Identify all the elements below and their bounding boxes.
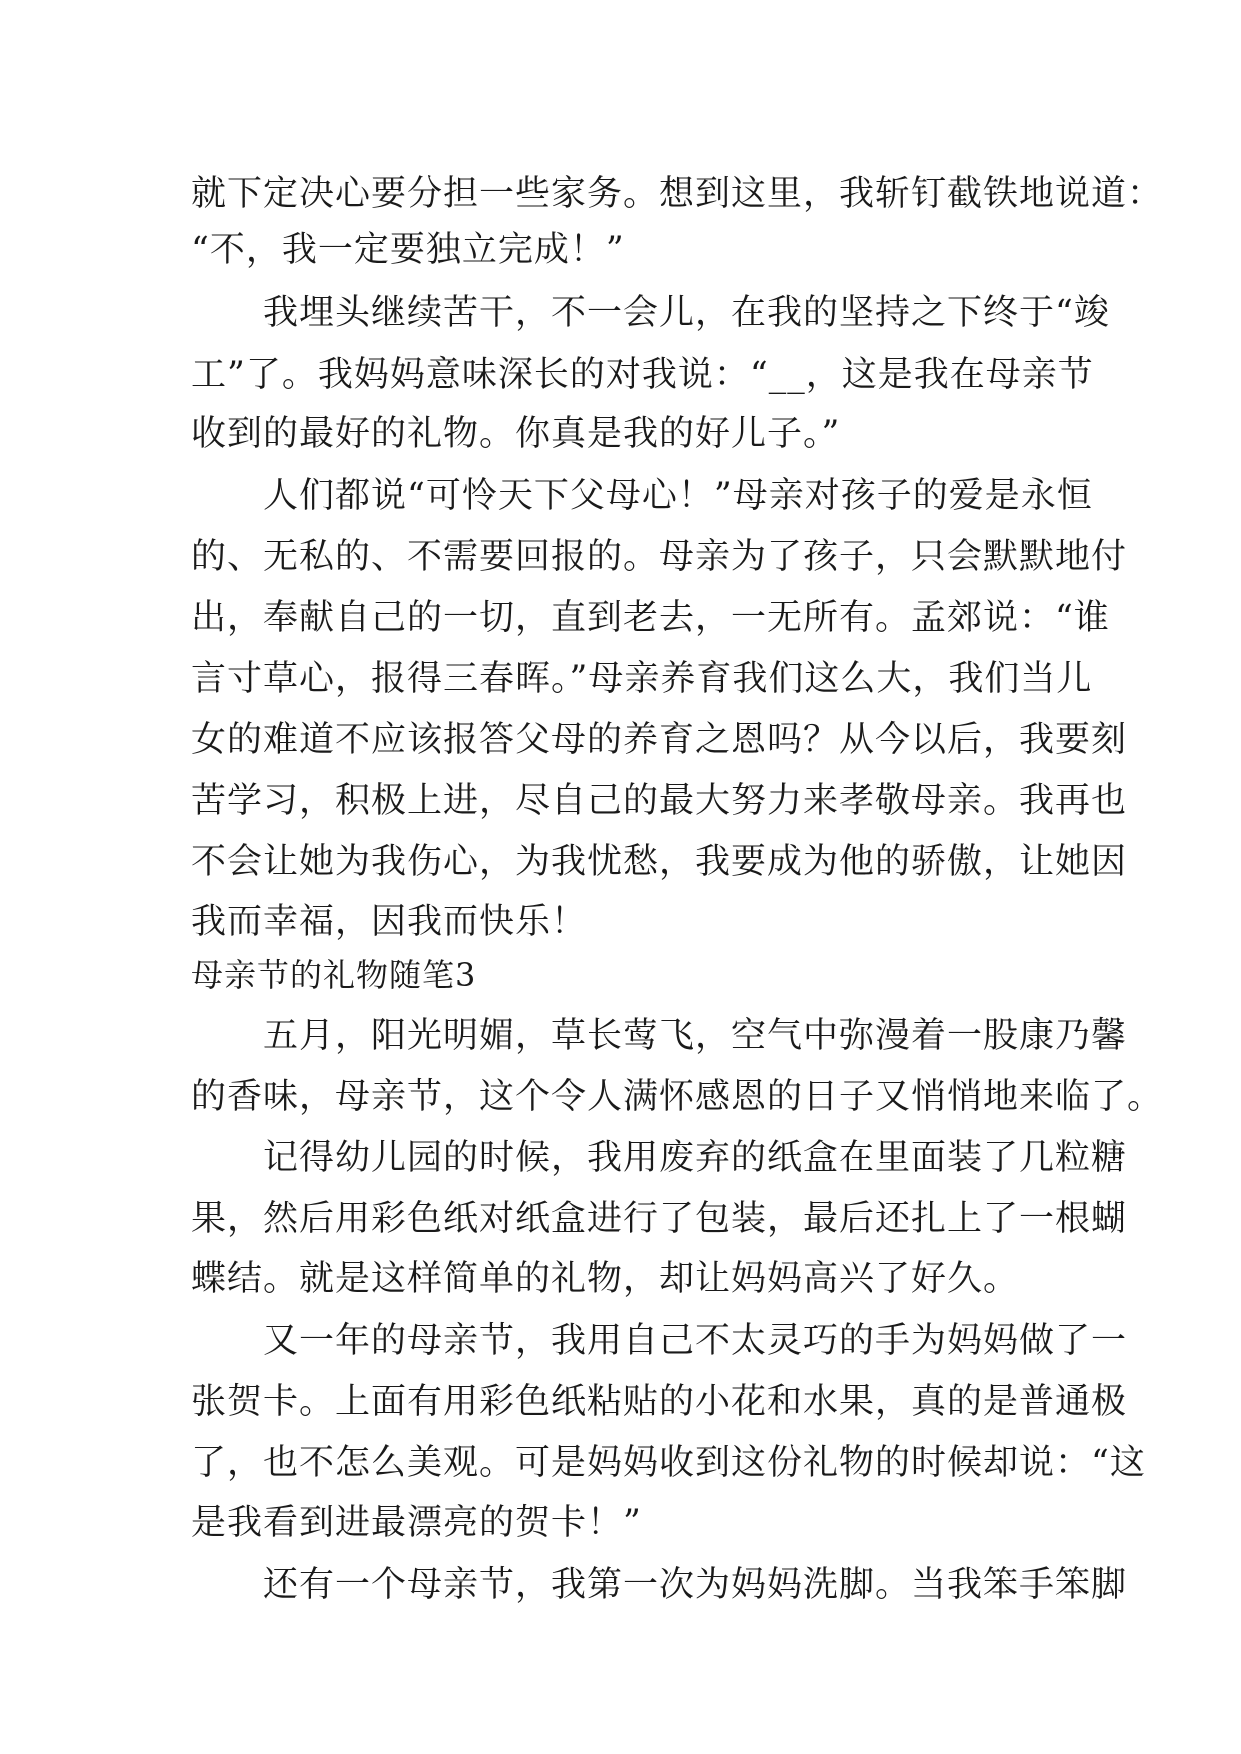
text-line: 蝶结。就是这样简单的礼物，却让妈妈高兴了好久。 bbox=[191, 1259, 1020, 1299]
text-line: 言寸草心，报得三春晖。”母亲养育我们这么大，我们当儿 bbox=[191, 659, 1093, 699]
text-line: 张贺卡。上面有用彩色纸粘贴的小花和水果，真的是普通极 bbox=[191, 1382, 1128, 1422]
text-line: 工”了。我妈妈意味深长的对我说：“__，这是我在母亲节 bbox=[191, 355, 1094, 395]
text-line: 就下定决心要分担一些家务。想到这里，我斩钉截铁地说道： bbox=[191, 174, 1164, 214]
text-line: “不，我一定要独立完成！” bbox=[191, 230, 625, 270]
text-line: 的香味，母亲节，这个令人满怀感恩的日子又悄悄地来临了。 bbox=[191, 1077, 1164, 1117]
text-line: 是我看到进最漂亮的贺卡！” bbox=[191, 1503, 642, 1543]
text-line: 了，也不怎么美观。可是妈妈收到这份礼物的时候却说：“这 bbox=[191, 1443, 1146, 1483]
text-line: 人们都说“可怜天下父母心！”母亲对孩子的爱是永恒 bbox=[191, 476, 1093, 516]
section-heading: 母亲节的礼物随笔3 bbox=[191, 956, 477, 994]
text-line: 苦学习，积极上进，尽自己的最大努力来孝敬母亲。我再也 bbox=[191, 781, 1128, 821]
text-line: 我而幸福，因我而快乐！ bbox=[191, 902, 588, 942]
text-line: 女的难道不应该报答父母的养育之恩吗？从今以后，我要刻 bbox=[191, 720, 1128, 760]
text-line: 不会让她为我伤心，为我忧愁，我要成为他的骄傲，让她因 bbox=[191, 842, 1128, 882]
text-line: 的、无私的、不需要回报的。母亲为了孩子，只会默默地付 bbox=[191, 537, 1128, 577]
text-line: 果，然后用彩色纸对纸盒进行了包装，最后还扎上了一根蝴 bbox=[191, 1199, 1128, 1239]
text-line: 收到的最好的礼物。你真是我的好儿子。” bbox=[191, 414, 841, 454]
text-line: 五月，阳光明媚，草长莺飞，空气中弥漫着一股康乃馨 bbox=[191, 1016, 1128, 1056]
text-line: 又一年的母亲节，我用自己不太灵巧的手为妈妈做了一 bbox=[191, 1321, 1128, 1361]
text-line: 我埋头继续苦干，不一会儿，在我的坚持之下终于“竣 bbox=[191, 293, 1110, 333]
text-line: 还有一个母亲节，我第一次为妈妈洗脚。当我笨手笨脚 bbox=[191, 1565, 1128, 1605]
text-line: 记得幼儿园的时候，我用废弃的纸盒在里面装了几粒糖 bbox=[191, 1138, 1128, 1178]
text-line: 出，奉献自己的一切，直到老去，一无所有。孟郊说：“谁 bbox=[191, 598, 1110, 638]
